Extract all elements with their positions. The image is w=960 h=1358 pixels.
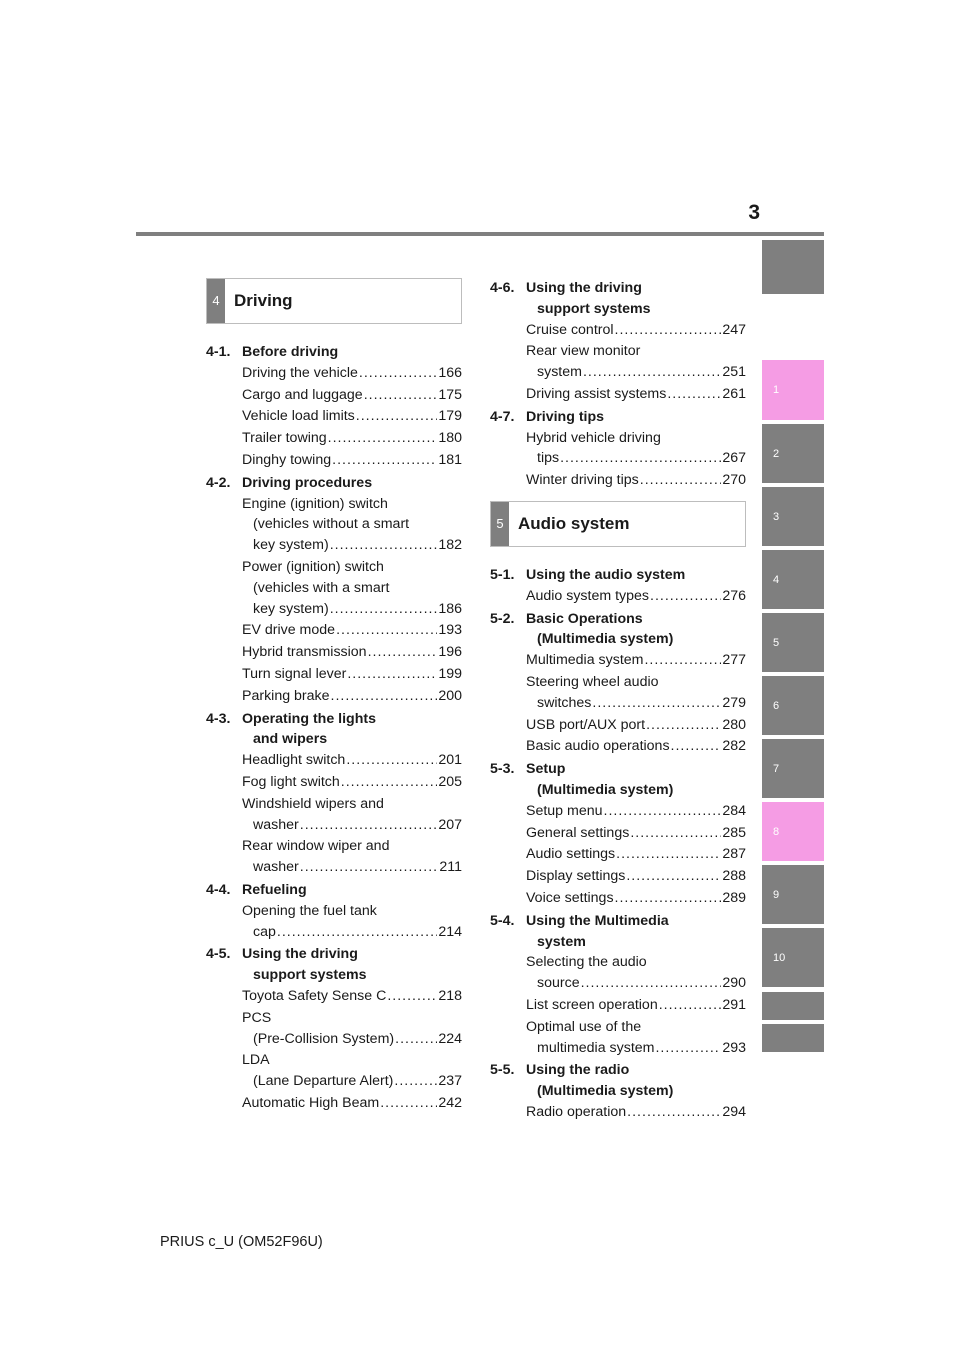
section-title-line: Driving tips: [526, 408, 605, 425]
entry-page-number: 199: [438, 665, 462, 682]
entry-title-line: Headlight switch: [242, 752, 346, 769]
entry-title-line: Parking brake: [242, 687, 330, 704]
entry-page-number: 182: [438, 537, 462, 554]
dot-leader: [387, 986, 437, 1007]
entry-page-number: 207: [438, 816, 462, 833]
entry-title-line: Setup menu: [526, 802, 603, 819]
dot-leader: [671, 736, 722, 757]
entry-title-line: Voice settings: [526, 889, 614, 906]
section-title-line: Before driving: [242, 344, 339, 360]
entry-title-line: Turn signal lever: [242, 665, 347, 682]
dot-leader: [592, 693, 721, 714]
entry-page-number: 291: [722, 996, 746, 1013]
section-heading[interactable]: [490, 278, 746, 320]
section-number: 5-4.: [490, 912, 515, 929]
section-title: [242, 709, 462, 751]
section-title: [526, 1060, 746, 1102]
footer-model-code: PRIUS c_U (OM52F96U): [160, 1234, 323, 1250]
section-title: [242, 473, 462, 494]
toc-column-left: [206, 278, 462, 1116]
entry-page-number: 293: [722, 1039, 746, 1056]
section-title-line: (Multimedia system): [537, 1083, 674, 1100]
entry-title-line: Optimal use of the: [526, 1018, 642, 1035]
entry-title-line: system: [537, 364, 582, 381]
chapter-tab-blank[interactable]: [762, 992, 824, 1020]
section-number: 4-5.: [206, 946, 231, 963]
section-number: 4-7.: [490, 408, 515, 425]
chapter-tab-8[interactable]: [762, 802, 824, 861]
entry-title-line: Cargo and luggage: [242, 386, 363, 403]
dot-leader: [277, 922, 437, 943]
entry-page-number: 196: [438, 644, 462, 661]
entry-title-line: washer: [253, 859, 299, 876]
toc-entry[interactable]: [242, 642, 462, 663]
entry-page-number: 179: [438, 408, 462, 425]
section-heading[interactable]: [490, 565, 746, 586]
entry-page-number: 287: [722, 846, 746, 863]
toc-entry[interactable]: [526, 736, 746, 757]
toc-entry[interactable]: [526, 952, 746, 994]
entry-title-line: Vehicle load limits: [242, 408, 355, 425]
section-title: [242, 880, 462, 901]
dot-leader: [341, 772, 438, 793]
toc-entry[interactable]: [526, 586, 746, 607]
entry-title-line: Audio system types: [526, 587, 650, 604]
entry-page-number: 211: [439, 859, 462, 876]
entry-title-line: General settings: [526, 824, 630, 841]
chapter-tab-label: 6: [773, 699, 780, 712]
chapter-tab-label: 8: [773, 825, 780, 838]
dot-leader: [616, 844, 721, 865]
entry-page-number: 282: [722, 738, 746, 755]
dot-leader: [627, 1102, 721, 1123]
entry-page-number: 288: [722, 868, 746, 885]
entry-title-line: Winter driving tips: [526, 472, 639, 489]
entry-title-line: Dinghy towing: [242, 451, 332, 468]
toc-entry[interactable]: [526, 672, 746, 714]
section-title-line: system: [537, 933, 586, 950]
toc-entry[interactable]: [242, 385, 462, 406]
section-heading[interactable]: [206, 473, 462, 494]
section-title-line: Basic Operations: [526, 610, 643, 627]
entry-title-line: Toyota Safety Sense C: [242, 987, 387, 1004]
dot-leader: [640, 470, 722, 491]
dot-leader: [356, 406, 438, 427]
toc-entry[interactable]: [242, 557, 462, 619]
section-title: [526, 609, 746, 651]
entry-page-number: 180: [438, 430, 462, 447]
entry-page-number: 251: [722, 364, 746, 381]
toc-entry[interactable]: [242, 664, 462, 685]
section-title-line: Using the radio: [526, 1062, 630, 1079]
entry-title-line: Engine (ignition) switch: [242, 495, 388, 512]
dot-leader: [364, 385, 438, 406]
section-title: [526, 759, 746, 801]
toc-section-s4-3: [206, 709, 462, 878]
entry-title-line: Rear view monitor: [526, 343, 641, 360]
entry-title-line: Basic audio operations: [526, 738, 670, 755]
chapter-tab-10[interactable]: [762, 928, 824, 987]
section-heading[interactable]: [490, 1060, 746, 1102]
dot-leader: [330, 599, 438, 620]
dot-leader: [368, 642, 438, 663]
toc-entry[interactable]: [526, 384, 746, 405]
entry-title-line: LDA: [242, 1052, 270, 1069]
section-heading[interactable]: [490, 911, 746, 953]
entry-title-line: (Lane Departure Alert): [253, 1073, 394, 1090]
entry-page-number: 280: [722, 716, 746, 733]
chapter-tab-label: 4: [773, 573, 780, 586]
dot-leader: [336, 620, 437, 641]
section-title-line: Operating the lights: [242, 710, 376, 727]
entry-title-line: USB port/AUX port: [526, 716, 646, 733]
toc-section-s4-2: [206, 473, 462, 707]
toc-entry[interactable]: [242, 428, 462, 449]
entry-page-number: 201: [438, 752, 462, 769]
toc-entry[interactable]: [526, 801, 746, 822]
chapter-tab-9[interactable]: [762, 865, 824, 924]
entry-title-line: PCS: [242, 1009, 272, 1026]
section-title-line: Setup: [526, 761, 566, 778]
entry-page-number: 267: [722, 450, 746, 467]
entry-title-line: Fog light switch: [242, 773, 340, 790]
section-number: 4-1.: [206, 344, 231, 360]
dot-leader: [560, 448, 721, 469]
section-number: 4-4.: [206, 881, 231, 898]
entry-page-number: 224: [438, 1030, 462, 1047]
entry-title-line: source: [537, 975, 580, 992]
chapter-number: 5: [491, 502, 509, 546]
toc-section-s5-2: [490, 609, 746, 758]
toc-section-s5-5: [490, 1060, 746, 1122]
chapter-tab-label: 5: [773, 636, 780, 649]
chapter-tab-1[interactable]: [762, 360, 824, 420]
dot-leader: [667, 384, 721, 405]
section-title-line: (Multimedia system): [537, 631, 674, 648]
toc-entry[interactable]: [242, 772, 462, 793]
dot-leader: [328, 428, 438, 449]
entry-page-number: 277: [722, 652, 746, 669]
entry-title-line: switches: [537, 694, 592, 711]
section-number: 4-2.: [206, 474, 231, 491]
entry-title-line: Driving assist systems: [526, 385, 667, 402]
toc-column-right: [490, 278, 746, 1125]
dot-leader: [655, 1038, 721, 1059]
toc-entry[interactable]: [526, 650, 746, 671]
toc-entry[interactable]: [526, 888, 746, 909]
dot-leader: [300, 857, 439, 878]
toc-entry[interactable]: [526, 823, 746, 844]
section-title: [526, 911, 746, 953]
dot-leader: [626, 866, 721, 887]
dot-leader: [581, 973, 722, 994]
section-number: 5-5.: [490, 1062, 515, 1079]
entry-title-line: Cruise control: [526, 321, 614, 338]
dot-leader: [330, 535, 438, 556]
chapter-tab-4[interactable]: [762, 550, 824, 609]
entry-page-number: 279: [722, 694, 746, 711]
entry-title-line: EV drive mode: [242, 622, 336, 639]
entry-page-number: 276: [722, 587, 746, 604]
section-title: [242, 944, 462, 986]
toc-section-s4-6: [490, 278, 746, 405]
toc-entry[interactable]: [242, 450, 462, 471]
section-title-line: support systems: [537, 300, 651, 317]
toc-entry[interactable]: [242, 1008, 462, 1050]
toc-entry[interactable]: [242, 794, 462, 836]
entry-title-line: Multimedia system: [526, 652, 644, 669]
entry-page-number: 186: [438, 600, 462, 617]
entry-title-line: Hybrid transmission: [242, 644, 367, 661]
chapter-tab-5[interactable]: [762, 613, 824, 672]
chapter-tab-blank[interactable]: [762, 1024, 824, 1052]
chapter-tab-label: 3: [773, 510, 780, 523]
section-title-line: Using the driving: [242, 946, 358, 963]
toc-entry[interactable]: [526, 428, 746, 470]
section-number: 5-2.: [490, 610, 515, 627]
entry-page-number: 294: [722, 1103, 746, 1120]
entry-title-line: washer: [253, 816, 299, 833]
toc-entry[interactable]: [526, 715, 746, 736]
entry-title-line: Display settings: [526, 868, 626, 885]
entry-page-number: 247: [722, 321, 746, 338]
chapter-tab-label: 1: [773, 384, 780, 396]
section-heading[interactable]: [490, 609, 746, 651]
section-title-line: Using the Multimedia: [526, 912, 669, 929]
entry-page-number: 218: [438, 987, 462, 1004]
page-number: 3: [748, 201, 760, 224]
entry-page-number: 175: [438, 386, 462, 403]
section-title: [242, 342, 462, 363]
dot-leader: [394, 1071, 437, 1092]
entry-page-number: 284: [722, 802, 746, 819]
toc-entry[interactable]: [242, 1093, 462, 1114]
toc-section-s5-1: [490, 565, 746, 607]
chapter-title: Audio system: [518, 513, 630, 533]
section-title: [526, 278, 746, 320]
chapter-tab-label: 2: [773, 447, 780, 460]
section-title-line: Driving procedures: [242, 474, 373, 491]
section-number: 5-3.: [490, 761, 515, 778]
entry-title-line: Windshield wipers and: [242, 795, 384, 812]
section-title-line: Using the audio system: [526, 566, 686, 583]
chapter-tab-blank[interactable]: [762, 240, 824, 294]
toc-entry[interactable]: [242, 750, 462, 771]
entry-page-number: 237: [438, 1073, 462, 1090]
chapter-tab-label: 9: [773, 888, 780, 901]
entry-title-line: Opening the fuel tank: [242, 902, 377, 919]
section-title-line: (Multimedia system): [537, 781, 674, 798]
dot-leader: [583, 362, 721, 383]
entry-title-line: key system): [253, 537, 329, 554]
toc-section-s4-1: [206, 342, 462, 471]
toc-entry[interactable]: [242, 686, 462, 707]
entry-title-line: cap: [253, 923, 276, 940]
chapter-tab-6[interactable]: [762, 676, 824, 735]
dot-leader: [644, 650, 721, 671]
section-title-line: Using the driving: [526, 280, 642, 296]
toc-entry[interactable]: [526, 844, 746, 865]
entry-page-number: 166: [438, 364, 462, 381]
entry-title-line: (vehicles with a smart: [253, 579, 390, 596]
chapter-number: 4: [207, 279, 225, 323]
entry-title-line: Automatic High Beam: [242, 1094, 380, 1111]
toc-entry[interactable]: [242, 986, 462, 1007]
entry-title-line: List screen operation: [526, 996, 658, 1013]
dot-leader: [615, 888, 722, 909]
entry-page-number: 200: [438, 687, 462, 704]
toc-entry[interactable]: [242, 494, 462, 556]
dot-leader: [359, 363, 437, 384]
toc-entry[interactable]: [526, 866, 746, 887]
toc-section-s4-4: [206, 880, 462, 942]
toc-section-s5-3: [490, 759, 746, 909]
toc-section-s4-7: [490, 407, 746, 491]
entry-page-number: 214: [438, 923, 462, 940]
toc-entry[interactable]: [242, 363, 462, 384]
section-number: 4-3.: [206, 710, 231, 727]
section-heading[interactable]: [206, 709, 462, 751]
toc-entry[interactable]: [242, 406, 462, 427]
entry-page-number: 181: [438, 451, 462, 468]
entry-title-line: multimedia system: [537, 1039, 655, 1056]
chapter-heading-audio-system[interactable]: [490, 501, 746, 547]
dot-leader: [347, 664, 437, 685]
section-title: [526, 565, 746, 586]
section-heading[interactable]: [490, 407, 746, 428]
entry-title-line: Audio settings: [526, 846, 616, 863]
toc-entry[interactable]: [526, 1102, 746, 1123]
dot-leader: [630, 823, 721, 844]
dot-leader: [615, 320, 722, 341]
entry-title-line: tips: [537, 450, 560, 467]
entry-page-number: 242: [438, 1094, 462, 1111]
entry-title-line: Selecting the audio: [526, 954, 647, 971]
entry-title-line: Power (ignition) switch: [242, 558, 384, 575]
toc-entry[interactable]: [526, 341, 746, 383]
dot-leader: [646, 715, 721, 736]
section-title-line: Refueling: [242, 881, 307, 898]
dot-leader: [300, 815, 438, 836]
toc-entry[interactable]: [242, 836, 462, 878]
header-rule: [136, 232, 824, 236]
entry-title-line: Radio operation: [526, 1103, 627, 1120]
section-heading[interactable]: [206, 944, 462, 986]
entry-title-line: (vehicles without a smart: [253, 516, 410, 533]
entry-title-line: (Pre-Collision System): [253, 1030, 395, 1047]
chapter-tab-3[interactable]: [762, 487, 824, 546]
entry-page-number: 261: [722, 385, 746, 402]
entry-title-line: Trailer towing: [242, 430, 327, 447]
entry-page-number: 270: [722, 472, 746, 489]
toc-entry[interactable]: [242, 620, 462, 641]
entry-title-line: Steering wheel audio: [526, 673, 659, 690]
dot-leader: [395, 1029, 437, 1050]
entry-title-line: Hybrid vehicle driving: [526, 429, 661, 446]
section-number: 5-1.: [490, 566, 515, 583]
toc-entry[interactable]: [526, 320, 746, 341]
entry-title-line: key system): [253, 600, 329, 617]
dot-leader: [331, 686, 438, 707]
section-heading[interactable]: [490, 759, 746, 801]
entry-page-number: 193: [438, 622, 462, 639]
chapter-tab-2[interactable]: [762, 424, 824, 483]
section-heading[interactable]: [206, 342, 462, 363]
chapter-heading-driving[interactable]: [206, 278, 462, 324]
dot-leader: [332, 450, 437, 471]
toc-entry[interactable]: [526, 995, 746, 1016]
toc-entry[interactable]: [242, 901, 462, 943]
entry-page-number: 289: [722, 889, 746, 906]
dot-leader: [346, 750, 437, 771]
dot-leader: [650, 586, 721, 607]
entry-title-line: Driving the vehicle: [242, 364, 358, 381]
toc-entry[interactable]: [526, 470, 746, 491]
section-title-line: and wipers: [253, 731, 328, 748]
entry-title-line: Rear window wiper and: [242, 838, 390, 855]
dot-leader: [604, 801, 722, 822]
chapter-title: Driving: [234, 290, 293, 310]
toc-section-s5-4: [490, 911, 746, 1059]
entry-page-number: 285: [722, 824, 746, 841]
chapter-tab-label: 7: [773, 762, 780, 775]
toc-entry[interactable]: [242, 1050, 462, 1092]
dot-leader: [659, 995, 722, 1016]
section-heading[interactable]: [206, 880, 462, 901]
section-title: [526, 407, 746, 428]
entry-page-number: 290: [722, 975, 746, 992]
section-title-line: support systems: [253, 967, 367, 984]
entry-page-number: 205: [438, 773, 462, 790]
section-number: 4-6.: [490, 280, 515, 296]
chapter-tab-7[interactable]: [762, 739, 824, 798]
toc-entry[interactable]: [526, 1017, 746, 1059]
toc-section-s4-5: [206, 944, 462, 1113]
dot-leader: [380, 1093, 437, 1114]
chapter-tab-label: 10: [773, 951, 786, 964]
